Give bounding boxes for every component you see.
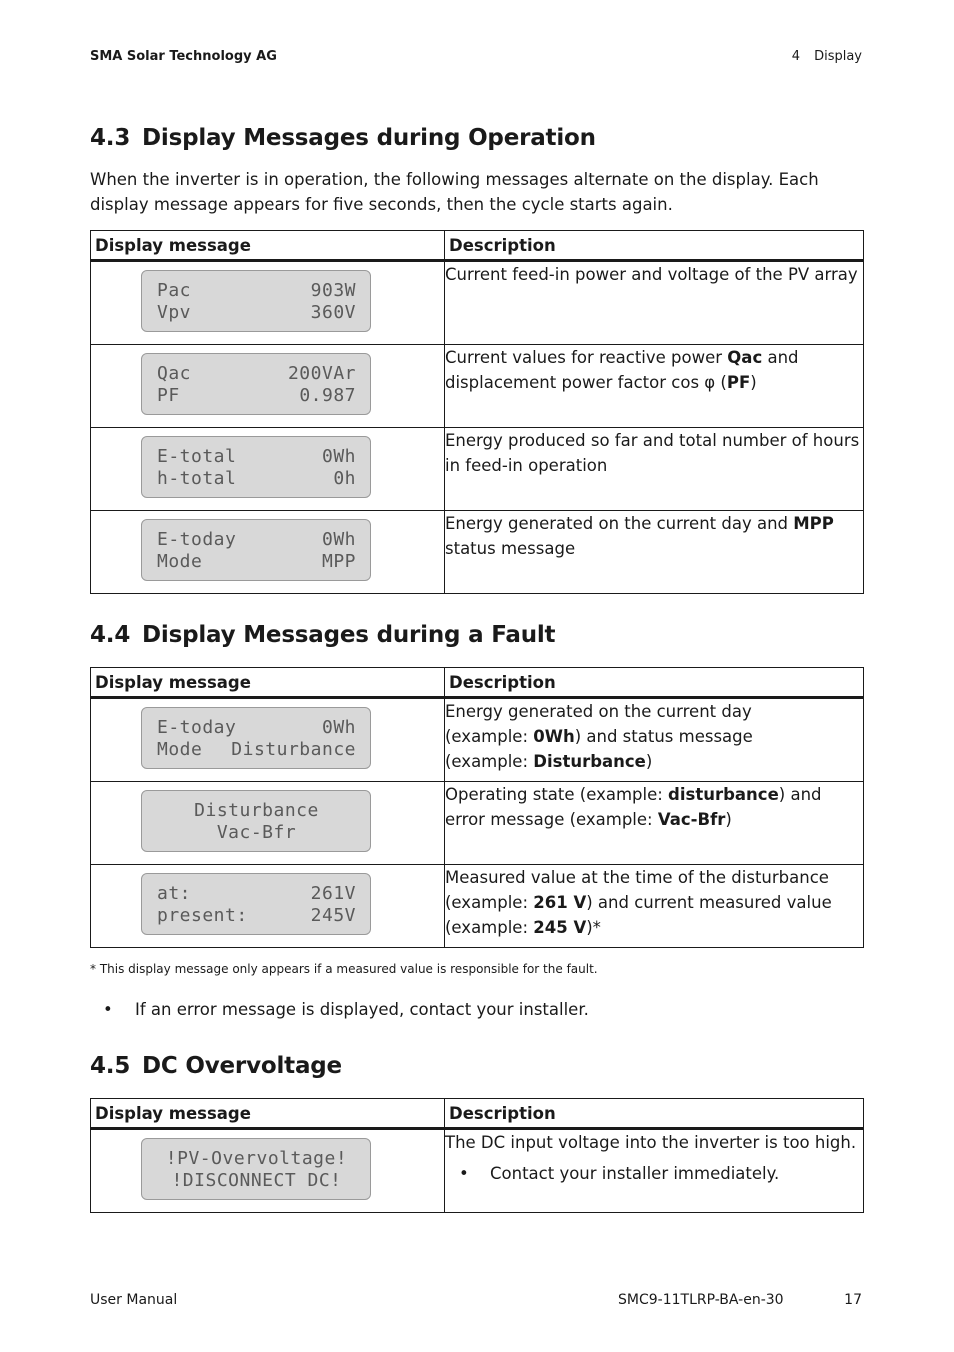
description-text: ) and current measured value xyxy=(586,893,832,912)
display-cell xyxy=(91,511,445,594)
description-text: Energy produced so far and total number of hours in feed-in operation xyxy=(445,431,860,475)
lcd-display xyxy=(141,353,371,415)
description-cell xyxy=(445,1129,864,1213)
section-number: 4.4 xyxy=(90,622,131,648)
description-text: (example: xyxy=(445,727,534,746)
table-row xyxy=(91,511,864,594)
operation-messages-table xyxy=(90,230,864,594)
description-text: Current values for reactive power xyxy=(445,348,728,367)
bullet-item xyxy=(103,1000,589,1019)
description-text: The DC input voltage into the inverter is too high. xyxy=(445,1133,857,1152)
display-cell xyxy=(91,1129,445,1213)
lcd-value: 360V xyxy=(310,302,356,323)
description-text: ) xyxy=(725,810,732,829)
table-row xyxy=(91,261,864,345)
description-text: ) xyxy=(750,373,757,392)
table-row xyxy=(91,698,864,782)
footnote: * This display message only appears if a measured value is responsible for the fault. xyxy=(90,962,598,976)
section-title: DC Overvoltage xyxy=(142,1053,342,1079)
column-header-display: Display message xyxy=(91,668,445,698)
lcd-value: 0.987 xyxy=(299,385,356,406)
lcd-label: Qac xyxy=(157,363,192,384)
description-text: ) and status message xyxy=(574,727,753,746)
description-text: ) xyxy=(645,752,653,771)
bold-term: Vac-Bfr xyxy=(657,810,726,829)
bullet-symbol: • xyxy=(459,1164,469,1183)
running-header-chapter xyxy=(792,49,862,64)
description-cell xyxy=(445,865,864,948)
lcd-line: !PV-Overvoltage! xyxy=(165,1148,348,1169)
section-heading-4-4 xyxy=(90,622,555,648)
bullet-text: If an error message is displayed, contact your installer. xyxy=(135,1000,589,1019)
lcd-display xyxy=(141,707,371,769)
lcd-label: h-total xyxy=(157,468,237,489)
column-header-description: Description xyxy=(445,1099,864,1129)
lcd-label: E-today xyxy=(157,529,237,550)
lcd-label: PF xyxy=(157,385,180,406)
description-text: (example: xyxy=(445,752,534,771)
description-text: Operating state (example: xyxy=(445,785,669,804)
lcd-label: E-today xyxy=(157,717,237,738)
lcd-value: 0Wh xyxy=(321,529,356,550)
section-title: Display Messages during Operation xyxy=(142,125,596,151)
lcd-value: Disturbance xyxy=(231,739,356,760)
description-text: and displacement power factor cos φ ( xyxy=(445,348,799,392)
bold-term: 245 V xyxy=(533,918,587,937)
lcd-label: present: xyxy=(157,905,248,926)
lcd-value: 903W xyxy=(310,280,356,301)
section-heading-4-5 xyxy=(90,1053,342,1079)
display-cell xyxy=(91,345,445,428)
section-number: 4.5 xyxy=(90,1053,131,1079)
bullet-symbol: • xyxy=(103,1000,113,1019)
lcd-display xyxy=(141,873,371,935)
chapter-number: 4 xyxy=(791,49,801,64)
display-cell xyxy=(91,261,445,345)
lcd-value: 261V xyxy=(310,883,356,904)
description-cell xyxy=(445,428,864,511)
lcd-label: at: xyxy=(157,883,192,904)
lcd-display xyxy=(141,519,371,581)
section-intro: When the inverter is in operation, the following messages alternate on the display. Each display message appears for five seconds, then the cycle starts again. xyxy=(90,170,819,214)
lcd-label: Mode xyxy=(157,739,203,760)
table-row xyxy=(91,1129,864,1213)
lcd-label: Vpv xyxy=(157,302,192,323)
description-text: status message xyxy=(445,539,576,558)
lcd-label: E-total xyxy=(157,446,237,467)
description-text: Energy generated on the current day and xyxy=(445,514,794,533)
lcd-display xyxy=(141,436,371,498)
column-header-display: Display message xyxy=(91,231,445,261)
display-cell xyxy=(91,698,445,782)
description-text: )* xyxy=(586,918,601,937)
description-cell xyxy=(445,782,864,865)
column-header-display: Display message xyxy=(91,1099,445,1129)
bold-term: 261 V xyxy=(533,893,587,912)
display-cell xyxy=(91,782,445,865)
description-text: ) and error message (example: xyxy=(445,785,822,829)
bold-term: Disturbance xyxy=(533,752,646,771)
description-text: Measured value at the time of the disturbance xyxy=(445,868,829,887)
description-cell xyxy=(445,511,864,594)
lcd-line: !DISCONNECT DC! xyxy=(171,1170,342,1191)
description-text: Energy generated on the current day xyxy=(445,702,752,721)
display-cell xyxy=(91,865,445,948)
lcd-label: Mode xyxy=(157,551,203,572)
bold-term: PF xyxy=(726,373,751,392)
description-cell xyxy=(445,345,864,428)
bullet-text: Contact your installer immediately. xyxy=(490,1164,780,1183)
footer-doc-id: SMC9-11TLRP-BA-en-30 xyxy=(618,1292,784,1308)
page-number: 17 xyxy=(844,1292,862,1308)
description-text: (example: xyxy=(445,893,534,912)
lcd-value: MPP xyxy=(321,551,356,572)
fault-messages-table xyxy=(90,667,864,948)
dc-overvoltage-table xyxy=(90,1098,864,1213)
lcd-line: Vac-Bfr xyxy=(216,822,297,843)
bold-term: Qac xyxy=(727,348,763,367)
column-header-description: Description xyxy=(445,231,864,261)
section-number: 4.3 xyxy=(90,125,131,151)
description-text: (example: xyxy=(445,918,534,937)
lcd-line: Disturbance xyxy=(194,800,319,821)
lcd-value: 0h xyxy=(333,468,356,489)
bullet-item xyxy=(445,1161,863,1186)
description-cell xyxy=(445,698,864,782)
lcd-display xyxy=(141,1138,371,1200)
table-row xyxy=(91,865,864,948)
bold-term: MPP xyxy=(793,514,834,533)
chapter-title: Display xyxy=(814,49,862,64)
lcd-value: 0Wh xyxy=(321,446,356,467)
description-text: Current feed-in power and voltage of the PV array xyxy=(445,265,858,284)
table-header-row xyxy=(91,231,864,261)
table-row xyxy=(91,782,864,865)
column-header-description: Description xyxy=(445,668,864,698)
lcd-value: 245V xyxy=(310,905,356,926)
lcd-value: 200VAr xyxy=(287,363,356,384)
footer-doc-type: User Manual xyxy=(90,1292,178,1308)
table-row xyxy=(91,345,864,428)
table-header-row xyxy=(91,668,864,698)
section-heading-4-3 xyxy=(90,125,596,151)
description-cell xyxy=(445,261,864,345)
display-cell xyxy=(91,428,445,511)
lcd-label: Pac xyxy=(157,280,192,301)
bold-term: 0Wh xyxy=(533,727,575,746)
lcd-display xyxy=(141,790,371,852)
table-row xyxy=(91,428,864,511)
table-header-row xyxy=(91,1099,864,1129)
lcd-display xyxy=(141,270,371,332)
running-header-company: SMA Solar Technology AG xyxy=(90,49,277,64)
lcd-value: 0Wh xyxy=(321,717,356,738)
section-title: Display Messages during a Fault xyxy=(142,622,556,648)
bold-term: disturbance xyxy=(668,785,779,804)
